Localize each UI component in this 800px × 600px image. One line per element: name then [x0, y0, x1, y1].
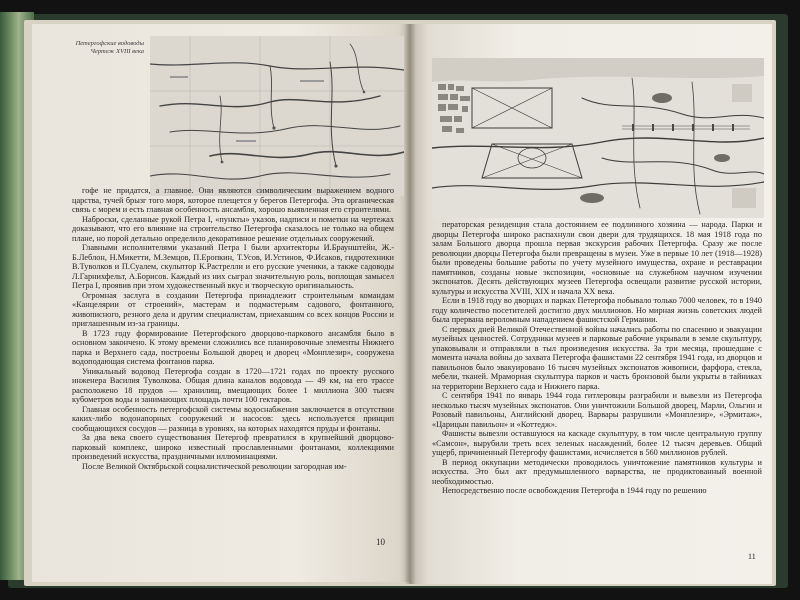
paragraph: Непосредственно после освобождения Петергофа в 1944 году по решению — [442, 486, 707, 495]
paragraph: С сентября 1941 по январь 1944 года гитлеровцы разграбили и вывезли из Петергофа несколько тысяч музейных экспонатов. Они уничтожили Большой дворец, Марли, Ольгин и Розовый павильоны, Английский дворец. Варвары разрушили «Монплезир», «Эрмитаж», «Царицын павильон» и «Коттедж». — [432, 391, 762, 429]
paragraph: Фашисты вывезли оставшуюся на каскаде скульптуру, в том числе центральную группу «Самсон», вырубили треть всех зеленых насаждений, более 12 тысяч деревьев. Общий ущерб, причиненный Петергофу фашистами, исчисляется в 560 миллионов рублей. — [432, 429, 762, 457]
paragraph: гофе не придатся, а главное. Они являются символическим выражением водного царства, тучей брызг того моря, которое плещется у берегов Петергофа. Эта органическая связь с морем и есть главная особенность ансамбля, хорошо выявленная его строителями. — [72, 186, 394, 214]
paragraph: С первых дней Великой Отечественной войны начались работы по спасению и эвакуации музейных ценностей. Сотрудники музеев и парковые рабочие укрывали в земле скульптуру, упаковывали и отправляли в тыл произведения искусства. За три месяца, прошедшие с момента начала войны до захвата Петергофа фашистами 22 сентября 1941 года, из дворцов и павильонов было эвакуировано 16 тысяч музейных экспонатов живописи, фарфора, стекла, мебели, тканей. Мраморная скульптура парков и часть бронзовой были укрыты в тайниках на территории Верхнего сада и Нижнего парка. — [432, 324, 762, 391]
paragraph: В 1723 году формирование Петергофского дворцово-паркового ансамбля было в основном закончено. К этому времени сложились все планировочные элементы Нижнего парка и Верхнего сада, построены Большой дворец и дворец «Монплезир», сооружена водоподающая система фонтанов парка. — [72, 328, 394, 366]
left-body-text — [72, 186, 394, 471]
paragraph: За два века своего существования Петергоф превратился в крупнейший дворцово-парковый комплекс, широко известный прославленными фонтанами, коллекциями произведений искусства, праздничными иллюминациями. — [72, 433, 394, 461]
paragraph: Огромная заслуга в создании Петергофа принадлежит строительным командам «Канцелярии от строений», мастерам и подмастерьям садового, фонтанного, живописного, резного дела и другим специалистам, приехавшим со всех концов России и приглашенным из-за границы. — [72, 290, 394, 328]
park-plan-map — [432, 58, 764, 218]
paragraph: Наброски, сделанные рукой Петра I, «пункты» указов, надписи и пометки на чертежах доказывают, что его влияние на строительство Петергофа сказалось не только на общем плане, но порой детально определило декоративное решение отдельных сооружений. — [72, 214, 394, 243]
water-system-map — [150, 36, 404, 196]
paragraph: В период оккупации методически проводилось уничтожение памятников культуры и искусства. Это был акт предумышленного варварства, не продиктованный военной необходимостью. — [432, 457, 762, 486]
page-number: 10 — [376, 537, 385, 547]
map-caption-line: Чертеж XVIII века — [90, 48, 144, 55]
paragraph: Уникальный водовод Петергофа создан в 1720—1721 годах по проекту русского инженера Василия Туволкова. Общая длина каналов водовода — 49 км, на его трассе расположено 18 прудов — хранилищ, вмещающих более 1 миллиона 300 тысяч кубометров воды и занимающих площадь почти 100 гектаров. — [72, 366, 394, 404]
right-body-text — [432, 220, 762, 496]
map-caption-line: Петергофские водоводы — [75, 40, 144, 47]
page-number: 11 — [748, 552, 756, 561]
left-page — [32, 24, 410, 582]
right-page — [410, 24, 772, 584]
paragraph: ператорская резиденция стала достоянием ее подлинного хозяина — народа. Парки и дворцы Петергофа широко распахнули свои двери для трудящихся. 18 мая 1918 года по залам Большого дворца прошла первая экскурсия рабочих Петергофа. Сразу же после революции дворцы Петергофа были превращены в музеи. Уже в первые 10 лет (1918—1928) были проведены большие работы по учету музейного имущества, охране и реставрации памятников, созданы новые экспозиции, «основные на служебном научном изучении экспонатов. Десять действующих музеев Петергофа освещали развитие русской истории, культуры и искусства XVIII, XIX и начала XX века. — [432, 220, 762, 296]
paragraph: Главная особенность петергофской системы водоснабжения заключается в отсутствии каких-либо водонапорных сооружений и насосов: здесь используется принцип сообщающихся сосудов — разница в уровнях, на которых находятся пруды и фонтаны. — [72, 404, 394, 433]
paragraph: Если в 1918 году во дворцах и парках Петергофа побывало только 7000 человек, то в 1940 году количество посетителей достигло двух миллионов. Но мирная жизнь советских людей была прервана вероломным нападением фашистской Германии. — [432, 296, 762, 324]
paragraph: Главными исполнителями указаний Петра I были архитекторы И.Браунштейн, Ж.-Б.Леблон, Н.Микетти, М.Земцов, П.Еропкин, Т.Усов, И.Устинов, Ф.Исаков, гидротехники В.Туволков и П.Суалем, скульптор К.Растрелли и его русские ученики, а также садоводы Л.Гарнихфельт, А.Борисов. Каждый из них сыграл значительную роль, воплощая замысел Петра I, проявив при этом художественный вкус и творческую оригинальность. — [72, 243, 394, 290]
book-gutter — [404, 24, 416, 584]
paragraph: После Великой Октябрьской социалистической революции загородная им- — [82, 461, 347, 471]
map-caption — [46, 40, 144, 56]
